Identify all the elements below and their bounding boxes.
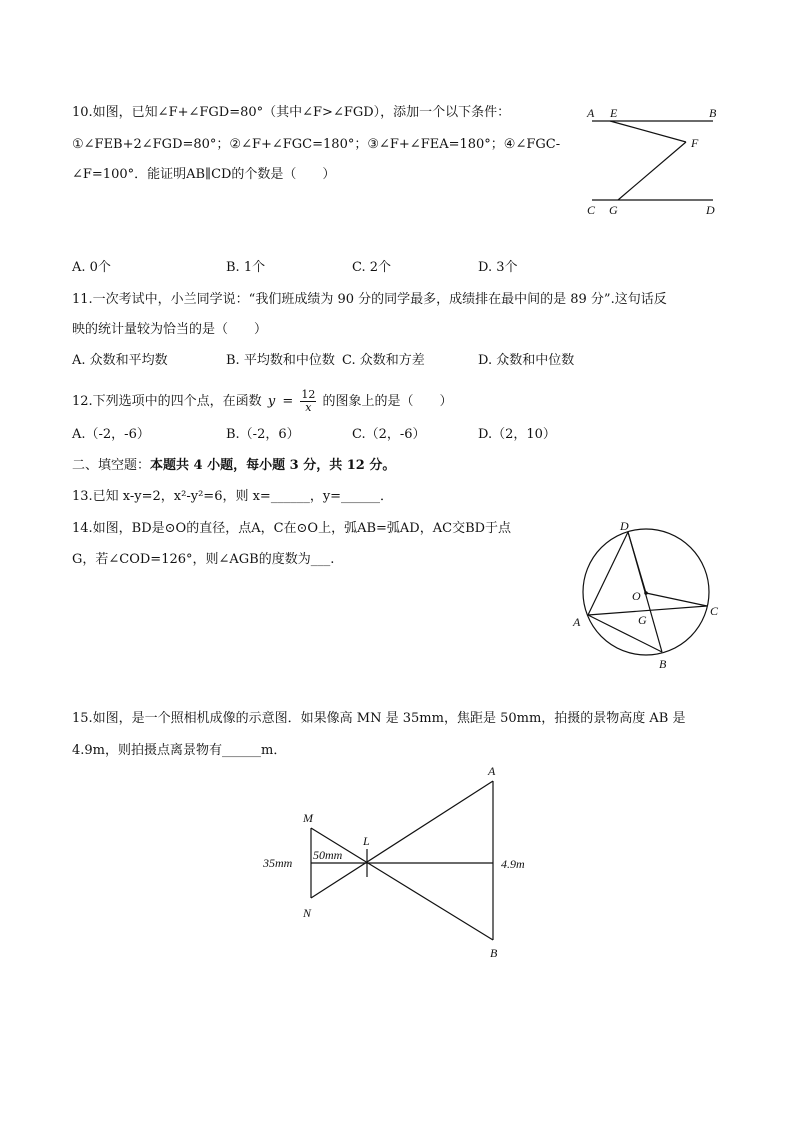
q14-label-D: D — [620, 519, 629, 533]
section2-bold-text: 本题共 4 小题，每小题 3 分，共 12 分。 — [150, 458, 396, 473]
q14-label-C: C — [710, 604, 719, 618]
q10-label-D: D — [706, 203, 715, 217]
q12-fraction-denominator: x — [305, 401, 312, 414]
q11-option-c: C. 众数和方差 — [342, 353, 425, 368]
q14-label-G: G — [638, 613, 647, 627]
q11-option-d: D. 众数和中位数 — [478, 353, 575, 368]
section2-lead: 二、填空题： — [72, 458, 151, 473]
q12-function — [268, 389, 317, 414]
q15-label-focal: 50mm — [313, 848, 343, 862]
q12-option-c: C.（2，-6） — [352, 427, 426, 442]
q11-option-b: B. 平均数和中位数 — [226, 353, 335, 368]
q15-label-N: N — [303, 906, 312, 920]
q15-label-M: M — [303, 811, 313, 825]
q10-option-d: D. 3个 — [478, 260, 518, 275]
q10-option-c: C. 2个 — [352, 260, 392, 275]
q12-option-b: B.（-2，6） — [226, 427, 300, 442]
q12-function-equals: = — [282, 394, 294, 409]
q13-stem: 13.已知 x-y=2，x²-y²=6，则 x=______，y=______． — [72, 489, 394, 504]
q14-label-B: B — [659, 657, 667, 671]
q10-label-C: C — [587, 203, 596, 217]
q14-stem-line2: G，若∠COD=126°，则∠AGB的度数为___. — [72, 552, 335, 567]
q12-suffix: 的图象上的是（ ） — [322, 394, 453, 409]
q15-figure — [255, 760, 545, 965]
q10-label-A: A — [587, 106, 595, 120]
q15-stem-line1: 15.如图，是一个照相机成像的示意图．如果像高 MN 是 35mm，焦距是 50mm，拍摄的景物高度 AB 是 — [72, 711, 686, 726]
q10-option-b: B. 1个 — [226, 260, 266, 275]
q10-option-a: A. 0个 — [72, 260, 111, 275]
q14-label-A: A — [573, 615, 581, 629]
q12-option-d: D.（2，10） — [478, 427, 556, 442]
q15-label-ab-length: 4.9m — [501, 857, 525, 871]
q12-prefix: 12.下列选项中的四个点，在函数 — [72, 394, 262, 409]
q14-label-O: O — [632, 589, 641, 603]
q10-label-E: E — [610, 106, 618, 120]
section2-heading — [72, 457, 395, 475]
q11-stem-line1: 11.一次考试中，小兰同学说：“我们班成绩为 90 分的同学最多，成绩排在最中间的是 89 分”.这句话反 — [72, 292, 667, 307]
q10-stem-line3: ∠F=100°．能证明AB∥CD的个数是（ ） — [72, 167, 336, 182]
q12-function-y: y — [267, 394, 276, 409]
q10-stem-line1: 10.如图，已知∠F+∠FGD=80°（其中∠F>∠FGD），添加一个以下条件： — [72, 105, 511, 120]
q14-figure — [564, 518, 734, 678]
q12-fraction — [300, 389, 316, 414]
q15-label-B: B — [490, 946, 498, 960]
q10-stem-line2: ①∠FEB+2∠FGD=80°；②∠F+∠FGC=180°；③∠F+∠FEA=180°；④∠FGC- — [72, 137, 561, 152]
q12-fraction-numerator: 12 — [301, 388, 316, 401]
q14-stem-line1: 14.如图，BD是⊙O的直径，点A，C在⊙O上，弧AB=弧AD，AC交BD于点 — [72, 521, 512, 536]
q11-stem-line2: 映的统计量较为恰当的是（ ） — [72, 322, 268, 337]
q15-stem-line2: 4.9m，则拍摄点离景物有______m． — [72, 743, 287, 758]
q10-figure — [580, 100, 730, 225]
q15-label-mn-length: 35mm — [263, 856, 293, 870]
q10-label-F: F — [691, 136, 699, 150]
q10-label-G: G — [609, 203, 618, 217]
q12-stem — [72, 389, 453, 414]
q10-label-B: B — [709, 106, 717, 120]
q12-option-a: A.（-2，-6） — [72, 427, 150, 442]
q11-option-a: A. 众数和平均数 — [72, 353, 168, 368]
q15-label-A: A — [488, 764, 496, 778]
q15-label-L: L — [363, 834, 370, 848]
